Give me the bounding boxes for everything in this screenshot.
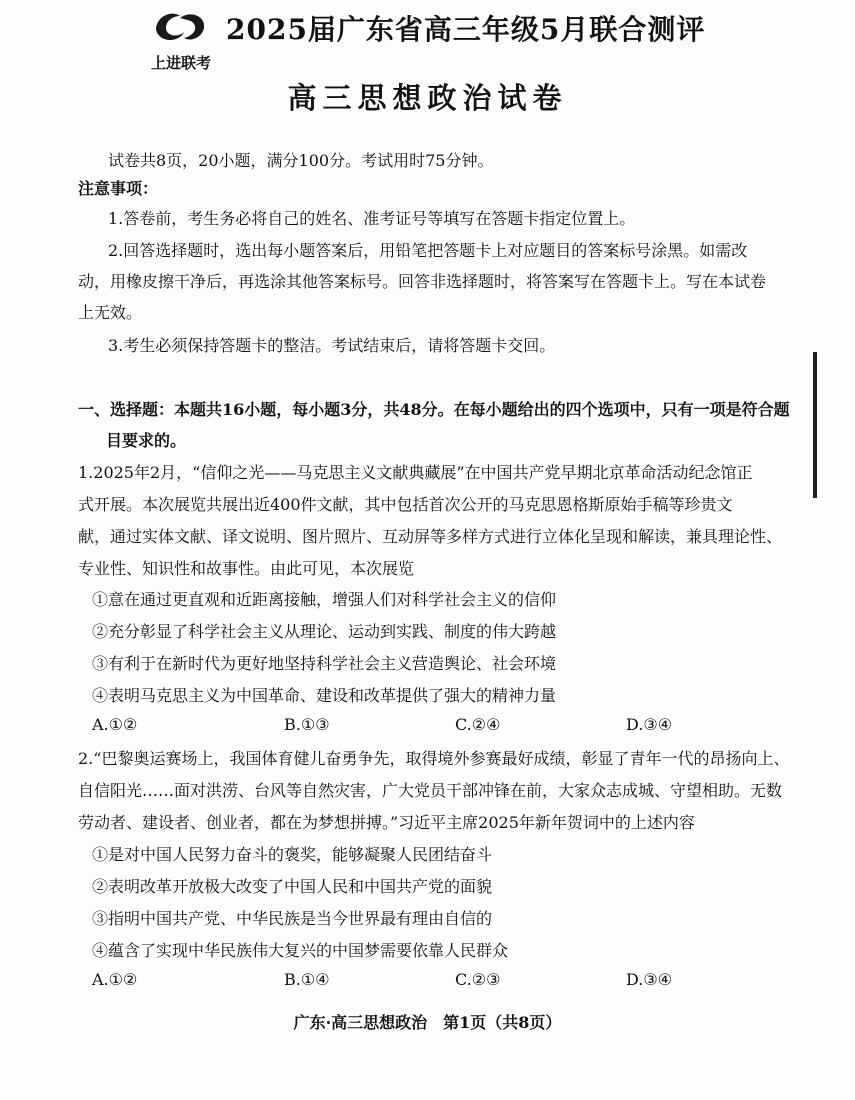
question-1-text: 式开展。本次展览共展出近400件文献，其中包括首次公开的马克思恩格斯原始手稿等珍贵文 — [78, 495, 733, 514]
question-2-statement: ④蕴含了实现中华民族伟大复兴的中国梦需要依靠人民群众 — [92, 941, 509, 960]
question-1-option-c: C.②④ — [455, 715, 501, 734]
question-1-text: 献，通过实体文献、译文说明、图片照片、互动屏等多样方式进行立体化呈现和解读，兼具理论性、 — [78, 527, 783, 546]
question-1-option-b: B.①③ — [284, 715, 330, 734]
question-2-text: 自信阳光……面对洪涝、台风等自然灾害，广大党员干部冲锋在前，大家众志成城、守望相助。无数 — [78, 781, 783, 800]
question-2-statement: ①是对中国人民努力奋斗的褒奖，能够凝聚人民团结奋斗 — [92, 845, 493, 864]
question-1-statement: ③有利于在新时代为更好地坚持科学社会主义营造舆论、社会环境 — [92, 654, 557, 673]
scan-edge-mark — [813, 352, 817, 498]
question-2-option-b: B.①④ — [284, 970, 330, 989]
question-2-option-a: A.①② — [92, 970, 138, 989]
paper-title: 高三思想政治试卷 — [287, 81, 568, 115]
question-1-text: 1.2025年2月，“信仰之光——马克思主义文献典藏展”在中国共产党早期北京革命活动纪念馆正 — [78, 463, 753, 482]
notice-item: 动，用橡皮擦干净后，再选涂其他答案标号。回答非选择题时，将答案写在答题卡上。写在本试卷 — [78, 272, 767, 291]
question-1-statement: ④表明马克思主义为中国革命、建设和改革提供了强大的精神力量 — [92, 686, 557, 705]
question-1-statement: ①意在通过更直观和近距离接触，增强人们对科学社会主义的信仰 — [92, 590, 557, 609]
logo-text: 上进联考 — [150, 54, 211, 72]
question-1-option-a: A.①② — [92, 715, 138, 734]
notice-heading: 注意事项： — [78, 179, 159, 198]
logo-emblem-icon — [150, 8, 210, 50]
notice-item: 2.回答选择题时，选出每小题答案后，用铅笔把答题卡上对应题目的答案标号涂黑。如需改 — [108, 241, 748, 260]
question-2-text: 2.“巴黎奥运赛场上，我国体育健儿奋勇争先，取得境外参赛最好成绩，彰显了青年一代的昂扬向上、 — [78, 749, 790, 768]
exam-title: 2025届广东省高三年级5月联合测评 — [226, 13, 706, 46]
section-heading-cont: 目要求的。 — [106, 431, 187, 450]
notice-item: 1.答卷前，考生务必将自己的姓名、准考证号等填写在答题卡指定位置上。 — [108, 209, 636, 228]
question-1-option-d: D.③④ — [626, 715, 673, 734]
question-2-option-c: C.②③ — [455, 970, 501, 989]
question-2-statement: ②表明改革开放极大改变了中国人民和中国共产党的面貌 — [92, 877, 493, 896]
publisher-logo — [146, 8, 216, 70]
question-1-statement: ②充分彰显了科学社会主义从理论、运动到实践、制度的伟大跨越 — [92, 622, 557, 641]
question-2-option-d: D.③④ — [626, 970, 673, 989]
notice-item: 上无效。 — [78, 303, 143, 322]
question-1-text: 专业性、知识性和故事性。由此可见，本次展览 — [78, 559, 415, 578]
notice-item: 3.考生必须保持答题卡的整洁。考试结束后，请将答题卡交回。 — [108, 336, 556, 355]
question-2-text: 劳动者、建设者、创业者，都在为梦想拼搏。”习近平主席2025年新年贺词中的上述内容 — [78, 813, 695, 832]
section-heading: 一、选择题：本题共16小题，每小题3分，共48分。在每小题给出的四个选项中，只有一项是符合题 — [78, 400, 790, 419]
question-2-statement: ③指明中国共产党、中华民族是当今世界最有理由自信的 — [92, 909, 493, 928]
intro-text: 试卷共8页，20小题，满分100分。考试用时75分钟。 — [108, 151, 494, 170]
page-footer: 广东·高三思想政治 第1页（共8页） — [293, 1013, 562, 1032]
